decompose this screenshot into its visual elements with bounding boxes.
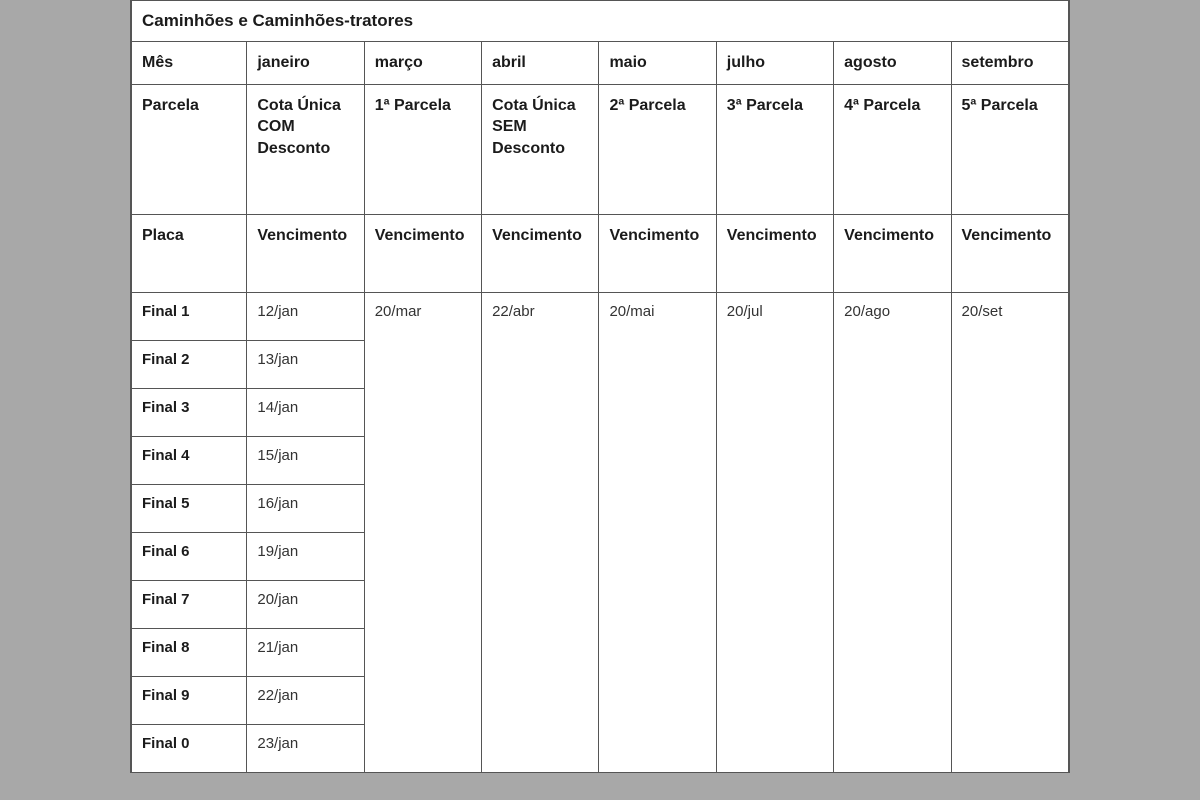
header-parcela-abril: Cota Única SEM Desconto	[482, 84, 599, 214]
header-vencimento-janeiro: Vencimento	[247, 214, 364, 292]
row-label-final-6: Final 6	[132, 532, 247, 580]
row-label-final-4: Final 4	[132, 436, 247, 484]
row-label-final-3: Final 3	[132, 388, 247, 436]
header-month-label: Mês	[132, 42, 247, 85]
header-placa-label: Placa	[132, 214, 247, 292]
cell-abril-merged: 22/abr	[482, 292, 599, 772]
header-parcela-maio: 2ª Parcela	[599, 84, 716, 214]
cell-marco-merged: 20/mar	[364, 292, 481, 772]
header-parcela-agosto: 4ª Parcela	[834, 84, 951, 214]
table-row	[132, 292, 1069, 340]
header-vencimento-agosto: Vencimento	[834, 214, 951, 292]
header-month-maio: maio	[599, 42, 716, 85]
cell-janeiro-final-8: 21/jan	[247, 628, 364, 676]
header-month-julho: julho	[716, 42, 833, 85]
table-row-vencimento	[132, 214, 1069, 292]
row-label-final-5: Final 5	[132, 484, 247, 532]
table-title-row	[132, 1, 1069, 42]
header-vencimento-marco: Vencimento	[364, 214, 481, 292]
header-month-marco: março	[364, 42, 481, 85]
header-month-janeiro: janeiro	[247, 42, 364, 85]
cell-janeiro-final-5: 16/jan	[247, 484, 364, 532]
cell-julho-merged: 20/jul	[716, 292, 833, 772]
header-vencimento-julho: Vencimento	[716, 214, 833, 292]
row-label-final-1: Final 1	[132, 292, 247, 340]
header-parcela-janeiro: Cota Única COM Desconto	[247, 84, 364, 214]
header-vencimento-abril: Vencimento	[482, 214, 599, 292]
header-month-agosto: agosto	[834, 42, 951, 85]
cell-janeiro-final-6: 19/jan	[247, 532, 364, 580]
cell-janeiro-final-0: 23/jan	[247, 724, 364, 772]
cell-janeiro-final-7: 20/jan	[247, 580, 364, 628]
cell-agosto-merged: 20/ago	[834, 292, 951, 772]
header-parcela-marco: 1ª Parcela	[364, 84, 481, 214]
cell-janeiro-final-1: 12/jan	[247, 292, 364, 340]
page-title: Caminhões e Caminhões-tratores	[132, 1, 1069, 42]
cell-janeiro-final-2: 13/jan	[247, 340, 364, 388]
header-parcela-label: Parcela	[132, 84, 247, 214]
header-vencimento-maio: Vencimento	[599, 214, 716, 292]
row-label-final-9: Final 9	[132, 676, 247, 724]
table-row-month	[132, 42, 1069, 85]
row-label-final-2: Final 2	[132, 340, 247, 388]
cell-janeiro-final-9: 22/jan	[247, 676, 364, 724]
table-row-parcela	[132, 84, 1069, 214]
row-label-final-8: Final 8	[132, 628, 247, 676]
cell-maio-merged: 20/mai	[599, 292, 716, 772]
schedule-table-container	[130, 0, 1070, 773]
payment-schedule-table	[131, 0, 1069, 773]
cell-janeiro-final-4: 15/jan	[247, 436, 364, 484]
row-label-final-7: Final 7	[132, 580, 247, 628]
cell-janeiro-final-3: 14/jan	[247, 388, 364, 436]
header-parcela-setembro: 5ª Parcela	[951, 84, 1068, 214]
header-vencimento-setembro: Vencimento	[951, 214, 1068, 292]
cell-setembro-merged: 20/set	[951, 292, 1068, 772]
header-parcela-julho: 3ª Parcela	[716, 84, 833, 214]
header-month-abril: abril	[482, 42, 599, 85]
row-label-final-0: Final 0	[132, 724, 247, 772]
header-month-setembro: setembro	[951, 42, 1068, 85]
